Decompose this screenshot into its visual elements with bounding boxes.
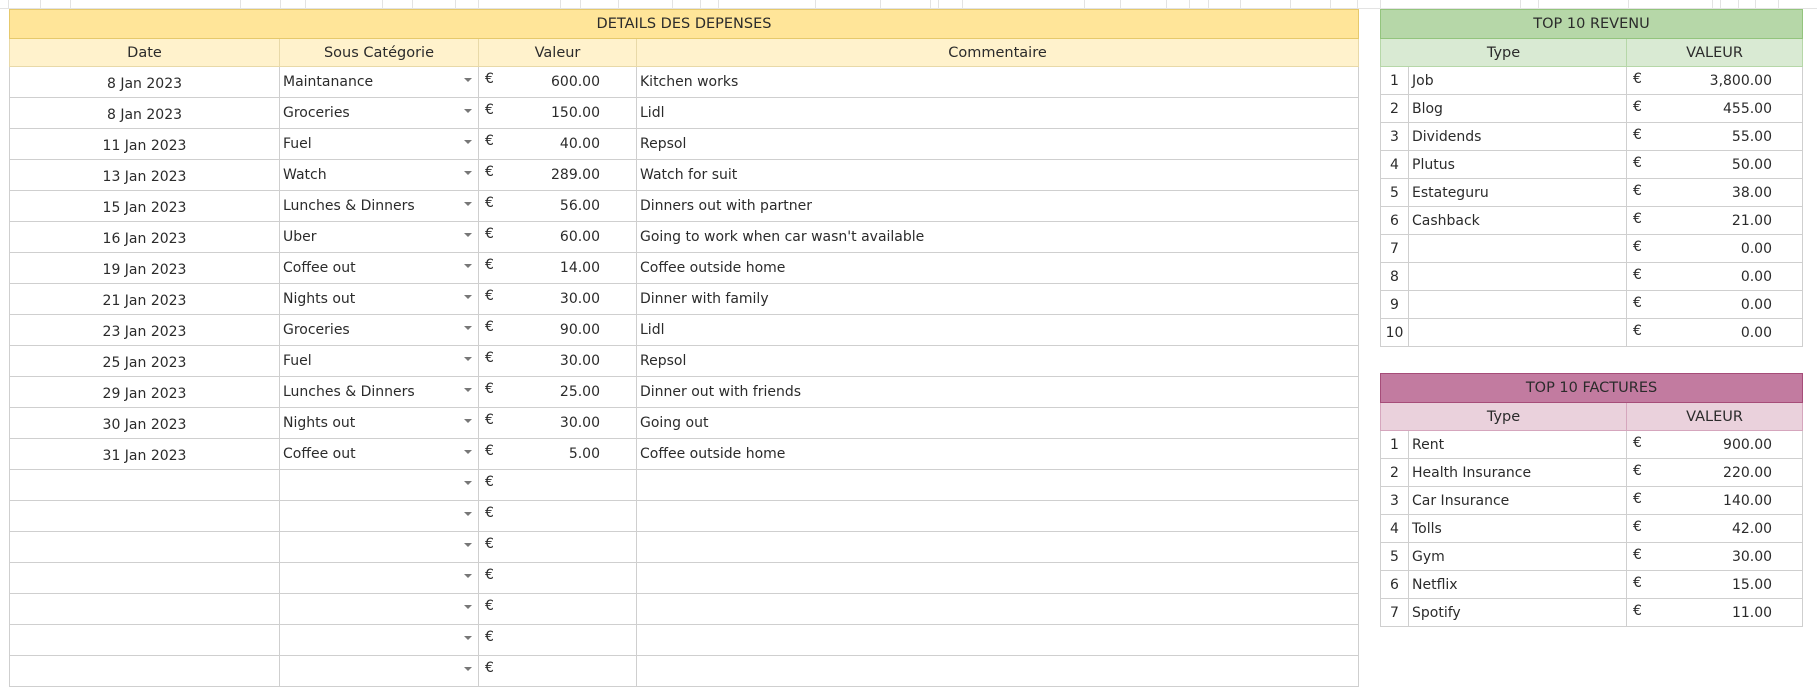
type-cell[interactable]: Car Insurance — [1409, 487, 1627, 515]
chevron-down-icon[interactable] — [464, 233, 472, 237]
euro-symbol: € — [485, 660, 494, 676]
category-dropdown[interactable] — [280, 191, 479, 222]
euro-symbol: € — [485, 195, 494, 211]
expense-row — [10, 563, 1359, 594]
value-cell[interactable] — [479, 563, 637, 594]
category-dropdown[interactable] — [280, 563, 479, 594]
amount-value: 14.00 — [559, 260, 600, 276]
chevron-down-icon[interactable] — [464, 357, 472, 361]
type-cell[interactable]: Tolls — [1409, 515, 1627, 543]
rank-cell: 1 — [1381, 431, 1409, 459]
expense-row — [10, 346, 1359, 377]
category-dropdown[interactable] — [280, 160, 479, 191]
amount-value: 289.00 — [551, 167, 600, 183]
amount-value: 15.00 — [1731, 576, 1773, 593]
rank-cell: 4 — [1381, 151, 1409, 179]
euro-symbol: € — [485, 412, 494, 428]
euro-symbol: € — [1633, 267, 1642, 283]
value-cell[interactable] — [1627, 179, 1803, 207]
euro-symbol: € — [485, 102, 494, 118]
chevron-down-icon[interactable] — [464, 481, 472, 485]
comment-cell[interactable]: Dinner out with friends — [637, 377, 1359, 408]
euro-symbol: € — [1633, 575, 1642, 591]
category-dropdown[interactable] — [280, 129, 479, 160]
category-dropdown[interactable] — [280, 625, 479, 656]
category-value: Coffee out — [283, 260, 356, 276]
chevron-down-icon[interactable] — [464, 109, 472, 113]
category-dropdown[interactable] — [280, 284, 479, 315]
date-cell[interactable] — [10, 625, 280, 656]
revenue-table — [1380, 9, 1803, 347]
euro-symbol: € — [1633, 99, 1642, 115]
rank-cell: 6 — [1381, 571, 1409, 599]
date-cell[interactable] — [10, 563, 280, 594]
euro-symbol: € — [485, 133, 494, 149]
euro-symbol: € — [485, 505, 494, 521]
value-cell[interactable] — [1627, 431, 1803, 459]
rank-cell: 8 — [1381, 263, 1409, 291]
amount-value: 60.00 — [559, 229, 600, 245]
amount-value: 30.00 — [559, 353, 600, 369]
date-cell[interactable]: 19 Jan 2023 — [10, 253, 280, 284]
type-cell[interactable]: Netflix — [1409, 571, 1627, 599]
category-dropdown[interactable] — [280, 253, 479, 284]
bills-row — [1381, 487, 1803, 515]
category-dropdown[interactable] — [280, 439, 479, 470]
amount-value: 900.00 — [1723, 436, 1773, 453]
euro-symbol: € — [1633, 183, 1642, 199]
euro-symbol: € — [1633, 435, 1642, 451]
date-header: Date — [10, 39, 280, 67]
chevron-down-icon[interactable] — [464, 388, 472, 392]
comment-cell[interactable] — [637, 594, 1359, 625]
expense-row — [10, 656, 1359, 687]
date-cell[interactable] — [10, 532, 280, 563]
revenue-type-header: Type — [1381, 39, 1627, 67]
value-cell[interactable] — [479, 67, 637, 98]
value-cell[interactable] — [1627, 235, 1803, 263]
bills-row — [1381, 571, 1803, 599]
comment-cell[interactable] — [637, 625, 1359, 656]
value-cell[interactable] — [1627, 319, 1803, 347]
date-cell[interactable] — [10, 470, 280, 501]
category-value: Groceries — [283, 322, 350, 338]
chevron-down-icon[interactable] — [464, 543, 472, 547]
type-cell[interactable]: Health Insurance — [1409, 459, 1627, 487]
chevron-down-icon[interactable] — [464, 264, 472, 268]
type-cell[interactable]: Spotify — [1409, 599, 1627, 627]
value-cell[interactable] — [479, 346, 637, 377]
euro-symbol: € — [1633, 547, 1642, 563]
comment-cell[interactable]: Dinners out with partner — [637, 191, 1359, 222]
value-cell[interactable] — [1627, 123, 1803, 151]
value-cell[interactable] — [1627, 599, 1803, 627]
euro-symbol: € — [1633, 323, 1642, 339]
date-cell[interactable]: 15 Jan 2023 — [10, 191, 280, 222]
category-value: Coffee out — [283, 446, 356, 462]
comment-cell[interactable]: Going to work when car wasn't available — [637, 222, 1359, 253]
revenue-row — [1381, 235, 1803, 263]
comment-cell[interactable] — [637, 470, 1359, 501]
euro-symbol: € — [485, 474, 494, 490]
euro-symbol: € — [485, 71, 494, 87]
rank-cell: 10 — [1381, 319, 1409, 347]
type-cell[interactable]: Plutus — [1409, 151, 1627, 179]
date-cell[interactable]: 30 Jan 2023 — [10, 408, 280, 439]
category-dropdown[interactable] — [280, 408, 479, 439]
bills-row — [1381, 515, 1803, 543]
value-cell[interactable] — [479, 160, 637, 191]
value-cell[interactable] — [479, 222, 637, 253]
value-cell[interactable] — [479, 470, 637, 501]
amount-value: 0.00 — [1740, 240, 1772, 257]
euro-symbol: € — [485, 164, 494, 180]
rank-cell: 4 — [1381, 515, 1409, 543]
value-cell[interactable] — [479, 532, 637, 563]
type-cell[interactable]: Dividends — [1409, 123, 1627, 151]
type-cell[interactable]: Cashback — [1409, 207, 1627, 235]
euro-symbol: € — [1633, 127, 1642, 143]
category-dropdown[interactable] — [280, 532, 479, 563]
category-dropdown[interactable] — [280, 656, 479, 687]
type-cell[interactable]: Estateguru — [1409, 179, 1627, 207]
amount-value: 38.00 — [1731, 184, 1772, 201]
type-cell[interactable]: Rent — [1409, 431, 1627, 459]
value-cell[interactable] — [1627, 515, 1803, 543]
value-cell[interactable] — [1627, 291, 1803, 319]
comment-cell[interactable]: Repsol — [637, 129, 1359, 160]
amount-value: 56.00 — [559, 198, 600, 214]
date-cell[interactable]: 25 Jan 2023 — [10, 346, 280, 377]
amount-value: 0.00 — [1740, 268, 1772, 285]
chevron-down-icon[interactable] — [464, 667, 472, 671]
amount-value: 150.00 — [551, 105, 600, 121]
comment-cell[interactable]: Watch for suit — [637, 160, 1359, 191]
value-cell[interactable] — [479, 377, 637, 408]
euro-symbol: € — [1633, 463, 1642, 479]
chevron-down-icon[interactable] — [464, 450, 472, 454]
amount-value: 90.00 — [559, 322, 600, 338]
category-dropdown[interactable] — [280, 346, 479, 377]
rank-cell: 3 — [1381, 123, 1409, 151]
comment-cell[interactable]: Coffee outside home — [637, 439, 1359, 470]
euro-symbol: € — [485, 536, 494, 552]
expense-row — [10, 625, 1359, 656]
amount-value: 11.00 — [1731, 604, 1773, 621]
euro-symbol: € — [1633, 71, 1642, 87]
comment-cell[interactable] — [637, 501, 1359, 532]
value-cell[interactable] — [479, 656, 637, 687]
category-dropdown[interactable] — [280, 377, 479, 408]
euro-symbol: € — [485, 350, 494, 366]
category-dropdown[interactable] — [280, 98, 479, 129]
expense-row — [10, 439, 1359, 470]
rank-cell: 3 — [1381, 487, 1409, 515]
bills-row — [1381, 599, 1803, 627]
category-dropdown[interactable] — [280, 67, 479, 98]
category-dropdown[interactable] — [280, 222, 479, 253]
category-dropdown[interactable] — [280, 594, 479, 625]
comment-cell[interactable] — [637, 563, 1359, 594]
euro-symbol: € — [485, 257, 494, 273]
category-dropdown[interactable] — [280, 470, 479, 501]
expense-row — [10, 222, 1359, 253]
amount-value: 140.00 — [1723, 492, 1773, 509]
value-cell[interactable] — [1627, 571, 1803, 599]
expense-row — [10, 501, 1359, 532]
category-value: Fuel — [283, 353, 312, 369]
euro-symbol: € — [485, 381, 494, 397]
type-cell[interactable] — [1409, 263, 1627, 291]
amount-value: 0.00 — [1740, 324, 1772, 341]
euro-symbol: € — [485, 598, 494, 614]
amount-value: 30.00 — [559, 415, 600, 431]
value-cell[interactable] — [479, 191, 637, 222]
category-value: Watch — [283, 167, 327, 183]
expense-row — [10, 253, 1359, 284]
date-cell[interactable]: 21 Jan 2023 — [10, 284, 280, 315]
category-value: Fuel — [283, 136, 312, 152]
amount-value: 5.00 — [568, 446, 600, 462]
euro-symbol: € — [1633, 155, 1642, 171]
value-cell[interactable] — [1627, 543, 1803, 571]
euro-symbol: € — [485, 567, 494, 583]
value-cell[interactable] — [1627, 151, 1803, 179]
expense-row — [10, 377, 1359, 408]
rank-cell: 5 — [1381, 543, 1409, 571]
type-cell[interactable] — [1409, 319, 1627, 347]
type-cell[interactable]: Blog — [1409, 95, 1627, 123]
amount-value: 21.00 — [1731, 212, 1772, 229]
rank-cell: 9 — [1381, 291, 1409, 319]
value-cell[interactable] — [479, 408, 637, 439]
amount-value: 30.00 — [1731, 548, 1773, 565]
category-dropdown[interactable] — [280, 501, 479, 532]
value-cell[interactable] — [479, 98, 637, 129]
date-cell[interactable]: 8 Jan 2023 — [10, 98, 280, 129]
expense-row — [10, 67, 1359, 98]
euro-symbol: € — [485, 288, 494, 304]
category-value: Maintanance — [283, 74, 374, 90]
expense-row — [10, 191, 1359, 222]
date-cell[interactable]: 16 Jan 2023 — [10, 222, 280, 253]
chevron-down-icon[interactable] — [464, 171, 472, 175]
bills-title: TOP 10 FACTURES — [1381, 374, 1803, 403]
date-cell[interactable]: 11 Jan 2023 — [10, 129, 280, 160]
expense-row — [10, 98, 1359, 129]
type-cell[interactable]: Gym — [1409, 543, 1627, 571]
euro-symbol: € — [485, 226, 494, 242]
comment-cell[interactable]: Going out — [637, 408, 1359, 439]
expense-row — [10, 532, 1359, 563]
rank-cell: 6 — [1381, 207, 1409, 235]
value-cell[interactable] — [479, 315, 637, 346]
rank-cell: 7 — [1381, 235, 1409, 263]
euro-symbol: € — [485, 629, 494, 645]
bills-value-header: VALEUR — [1627, 403, 1803, 431]
euro-symbol: € — [1633, 211, 1642, 227]
comment-cell[interactable]: Lidl — [637, 98, 1359, 129]
type-cell[interactable] — [1409, 235, 1627, 263]
expense-row — [10, 470, 1359, 501]
comment-cell[interactable]: Coffee outside home — [637, 253, 1359, 284]
value-cell[interactable] — [479, 501, 637, 532]
chevron-down-icon[interactable] — [464, 326, 472, 330]
revenue-row — [1381, 263, 1803, 291]
euro-symbol: € — [1633, 295, 1642, 311]
revenue-row — [1381, 319, 1803, 347]
category-dropdown[interactable] — [280, 315, 479, 346]
date-cell[interactable]: 8 Jan 2023 — [10, 67, 280, 98]
category-value: Lunches & Dinners — [283, 198, 415, 214]
revenue-value-header: VALEUR — [1627, 39, 1803, 67]
bills-row — [1381, 543, 1803, 571]
amount-value: 55.00 — [1731, 128, 1772, 145]
expense-row — [10, 408, 1359, 439]
value-cell[interactable] — [479, 625, 637, 656]
value-cell[interactable] — [1627, 67, 1803, 95]
expense-row — [10, 284, 1359, 315]
comment-cell[interactable]: Repsol — [637, 346, 1359, 377]
revenue-row — [1381, 151, 1803, 179]
comment-cell[interactable]: Lidl — [637, 315, 1359, 346]
type-cell[interactable] — [1409, 291, 1627, 319]
amount-value: 25.00 — [559, 384, 600, 400]
comment-header: Commentaire — [637, 39, 1359, 67]
chevron-down-icon[interactable] — [464, 605, 472, 609]
amount-value: 42.00 — [1731, 520, 1773, 537]
bills-table — [1380, 373, 1803, 627]
expense-row — [10, 594, 1359, 625]
rank-cell: 5 — [1381, 179, 1409, 207]
revenue-row — [1381, 123, 1803, 151]
euro-symbol: € — [1633, 519, 1642, 535]
date-cell[interactable]: 29 Jan 2023 — [10, 377, 280, 408]
expense-row — [10, 129, 1359, 160]
amount-value: 455.00 — [1723, 100, 1772, 117]
date-cell[interactable]: 31 Jan 2023 — [10, 439, 280, 470]
type-cell[interactable]: Job — [1409, 67, 1627, 95]
date-cell[interactable] — [10, 594, 280, 625]
comment-cell[interactable]: Kitchen works — [637, 67, 1359, 98]
euro-symbol: € — [1633, 603, 1642, 619]
expense-row — [10, 315, 1359, 346]
rank-cell: 2 — [1381, 459, 1409, 487]
euro-symbol: € — [1633, 491, 1642, 507]
rank-cell: 7 — [1381, 599, 1409, 627]
chevron-down-icon[interactable] — [464, 295, 472, 299]
revenue-title: TOP 10 REVENU — [1381, 10, 1803, 39]
revenue-row — [1381, 291, 1803, 319]
category-value: Nights out — [283, 291, 356, 307]
chevron-down-icon[interactable] — [464, 419, 472, 423]
bills-row — [1381, 431, 1803, 459]
expenses-table — [9, 9, 1359, 687]
chevron-down-icon[interactable] — [464, 202, 472, 206]
date-cell[interactable] — [10, 501, 280, 532]
chevron-down-icon[interactable] — [464, 78, 472, 82]
date-cell[interactable]: 13 Jan 2023 — [10, 160, 280, 191]
comment-cell[interactable]: Dinner with family — [637, 284, 1359, 315]
chevron-down-icon[interactable] — [464, 140, 472, 144]
value-header: Valeur — [479, 39, 637, 67]
value-cell[interactable] — [1627, 207, 1803, 235]
amount-value: 600.00 — [551, 74, 600, 90]
expenses-title: DETAILS DES DEPENSES — [10, 10, 1359, 39]
value-cell[interactable] — [479, 594, 637, 625]
column-grid-strip — [0, 0, 1817, 9]
bills-type-header: Type — [1381, 403, 1627, 431]
rank-cell: 1 — [1381, 67, 1409, 95]
category-header: Sous Catégorie — [280, 39, 479, 67]
rank-cell: 2 — [1381, 95, 1409, 123]
revenue-row — [1381, 67, 1803, 95]
category-value: Uber — [283, 229, 317, 245]
expense-row — [10, 160, 1359, 191]
revenue-row — [1381, 207, 1803, 235]
date-cell[interactable]: 23 Jan 2023 — [10, 315, 280, 346]
chevron-down-icon[interactable] — [464, 574, 472, 578]
value-cell[interactable] — [479, 439, 637, 470]
revenue-row — [1381, 179, 1803, 207]
value-cell[interactable] — [1627, 459, 1803, 487]
comment-cell[interactable] — [637, 656, 1359, 687]
value-cell[interactable] — [479, 284, 637, 315]
euro-symbol: € — [1633, 239, 1642, 255]
bills-row — [1381, 459, 1803, 487]
chevron-down-icon[interactable] — [464, 512, 472, 516]
amount-value: 3,800.00 — [1709, 72, 1772, 89]
amount-value: 0.00 — [1740, 296, 1772, 313]
category-value: Nights out — [283, 415, 356, 431]
value-cell[interactable] — [1627, 263, 1803, 291]
amount-value: 50.00 — [1731, 156, 1772, 173]
category-value: Lunches & Dinners — [283, 384, 415, 400]
comment-cell[interactable] — [637, 532, 1359, 563]
euro-symbol: € — [485, 443, 494, 459]
chevron-down-icon[interactable] — [464, 636, 472, 640]
date-cell[interactable] — [10, 656, 280, 687]
amount-value: 40.00 — [559, 136, 600, 152]
value-cell[interactable] — [479, 129, 637, 160]
value-cell[interactable] — [1627, 487, 1803, 515]
value-cell[interactable] — [479, 253, 637, 284]
euro-symbol: € — [485, 319, 494, 335]
amount-value: 30.00 — [559, 291, 600, 307]
revenue-row — [1381, 95, 1803, 123]
category-value: Groceries — [283, 105, 350, 121]
value-cell[interactable] — [1627, 95, 1803, 123]
amount-value: 220.00 — [1723, 464, 1773, 481]
